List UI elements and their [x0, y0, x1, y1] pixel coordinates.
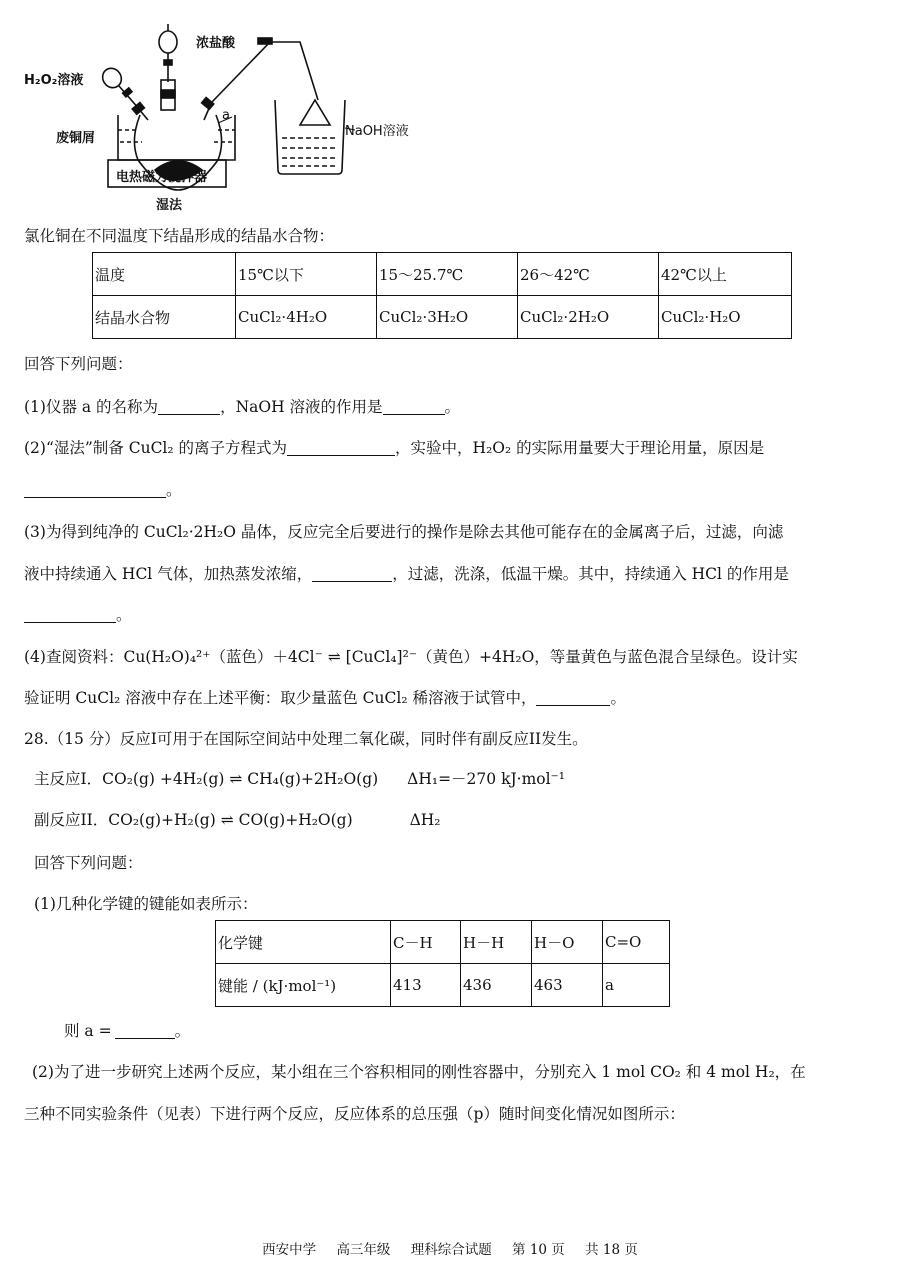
- answer-blank[interactable]: [24, 607, 116, 624]
- question-text: (1)仪器 a 的名称为: [24, 398, 159, 416]
- table-cell: C－H: [391, 921, 461, 964]
- table-cell: H－H: [461, 921, 532, 964]
- table-cell: 键能 / (kJ·mol⁻¹): [216, 964, 391, 1007]
- footer-total: 共 18 页: [585, 1242, 638, 1258]
- table-row: [216, 921, 670, 964]
- question-text: 。: [610, 689, 626, 707]
- main-reaction: [34, 767, 565, 789]
- table-row: [216, 964, 670, 1007]
- answer-blank[interactable]: [24, 482, 166, 499]
- question-text: 则 a =: [64, 1022, 112, 1040]
- label-copper-scrap: 废铜屑: [56, 131, 96, 146]
- question-text: (2)“湿法”制备 CuCl₂ 的离子方程式为: [24, 439, 288, 457]
- table-cell: 结晶水合物: [93, 296, 236, 339]
- apparatus-diagram: [20, 20, 460, 215]
- question-3-end: [24, 603, 132, 625]
- table-cell: a: [603, 964, 670, 1007]
- table-cell: CuCl₂·4H₂O: [236, 296, 377, 339]
- question-text: ，实验中，H₂O₂ 的实际用量要大于理论用量，原因是: [395, 439, 765, 457]
- question-text: 。: [174, 1022, 191, 1040]
- table-cell: 26～42℃: [518, 253, 659, 296]
- footer-page: 第 10 页: [512, 1242, 565, 1258]
- label-a: a: [222, 108, 230, 123]
- apparatus-drawing: [20, 20, 460, 215]
- label-h2o2: H₂O₂溶液: [24, 73, 84, 88]
- q28-title: 28.（15 分）反应I可用于在国际空间站中处理二氧化碳，同时伴有副反应II发生。: [24, 730, 588, 748]
- answer-blank[interactable]: [536, 690, 610, 707]
- answer-blank[interactable]: [312, 566, 392, 583]
- question-text: 。: [444, 398, 461, 416]
- question-text: ，NaOH 溶液的作用是: [220, 398, 383, 416]
- question-1: [24, 395, 460, 417]
- table-cell: CuCl₂·2H₂O: [518, 296, 659, 339]
- table-cell: 42℃以上: [659, 253, 792, 296]
- table-cell: 温度: [93, 253, 236, 296]
- question-4: (4)查阅资料：Cu(H₂O)₄²⁺（蓝色）＋4Cl⁻ ⇌ [CuCl₄]²⁻（黄色）+4H₂O，等量黄色与蓝色混合呈绿色。设计实: [24, 648, 798, 666]
- bond-energy-table: [215, 920, 670, 1007]
- footer-grade: 高三年级: [336, 1242, 391, 1258]
- q28-prompt: 回答下列问题：: [34, 854, 143, 872]
- question-text: 液中持续通入 HCl 气体，加热蒸发浓缩，: [24, 565, 313, 583]
- page-footer: [0, 1238, 900, 1258]
- hydrate-intro: 氯化铜在不同温度下结晶形成的结晶水合物：: [24, 227, 335, 245]
- answer-prompt: 回答下列问题：: [24, 355, 133, 373]
- question-3: (3)为得到纯净的 CuCl₂·2H₂O 晶体，反应完全后要进行的操作是除去其他可能存在的金属离子后，过滤，向滤: [24, 523, 784, 541]
- question-2: [24, 436, 764, 458]
- answer-blank[interactable]: [158, 399, 220, 416]
- question-4-cont: [24, 686, 626, 708]
- reaction-enthalpy: ΔH₂: [409, 811, 441, 829]
- reaction-enthalpy: ΔH₁=－270 kJ·mol⁻¹: [407, 770, 565, 788]
- table-row: [93, 296, 792, 339]
- table-cell: CuCl₂·3H₂O: [377, 296, 518, 339]
- question-text: 。: [116, 606, 132, 624]
- question-text: 。: [166, 481, 182, 499]
- footer-subject: 理科综合试题: [410, 1242, 492, 1258]
- q28-question-2: (2)为了进一步研究上述两个反应，某小组在三个容积相同的刚性容器中，分别充入 1 mol CO₂ 和 4 mol H₂，在: [32, 1063, 806, 1081]
- label-wet-method: 湿法: [156, 198, 183, 213]
- table-row: [93, 253, 792, 296]
- table-cell: C=O: [603, 921, 670, 964]
- answer-blank[interactable]: [383, 399, 445, 416]
- table-cell: 15～25.7℃: [377, 253, 518, 296]
- q28-answer-a: [64, 1019, 190, 1041]
- question-3-cont: [24, 562, 789, 584]
- table-cell: 15℃以下: [236, 253, 377, 296]
- question-text: 验证明 CuCl₂ 溶液中存在上述平衡：取少量蓝色 CuCl₂ 稀溶液于试管中，: [24, 689, 537, 707]
- table-cell: 463: [532, 964, 603, 1007]
- side-reaction: [34, 808, 441, 830]
- reaction-equation: 副反应II．CO₂(g)+H₂(g) ⇌ CO(g)+H₂O(g): [34, 811, 353, 829]
- answer-blank[interactable]: [287, 440, 395, 457]
- question-text: ，过滤，洗涤，低温干燥。其中，持续通入 HCl 的作用是: [392, 565, 789, 583]
- footer-school: 西安中学: [262, 1242, 317, 1258]
- label-naoh: NaOH溶液: [345, 124, 409, 139]
- hydrate-table: [92, 252, 792, 339]
- label-conc-hcl: 浓盐酸: [196, 36, 236, 51]
- q28-question-1: (1)几种化学键的键能如表所示：: [34, 895, 258, 913]
- q28-question-2-cont: 三种不同实验条件（见表）下进行两个反应，反应体系的总压强（p）随时间变化情况如图所示：: [24, 1105, 685, 1123]
- table-cell: 436: [461, 964, 532, 1007]
- answer-blank[interactable]: [115, 1023, 175, 1040]
- label-stirrer: 电热磁力搅拌器: [116, 170, 208, 185]
- table-cell: 413: [391, 964, 461, 1007]
- table-cell: 化学键: [216, 921, 391, 964]
- table-cell: CuCl₂·H₂O: [659, 296, 792, 339]
- table-cell: H－O: [532, 921, 603, 964]
- question-2-cont: [24, 478, 182, 500]
- reaction-equation: 主反应I．CO₂(g) +4H₂(g) ⇌ CH₄(g)+2H₂O(g): [34, 770, 379, 788]
